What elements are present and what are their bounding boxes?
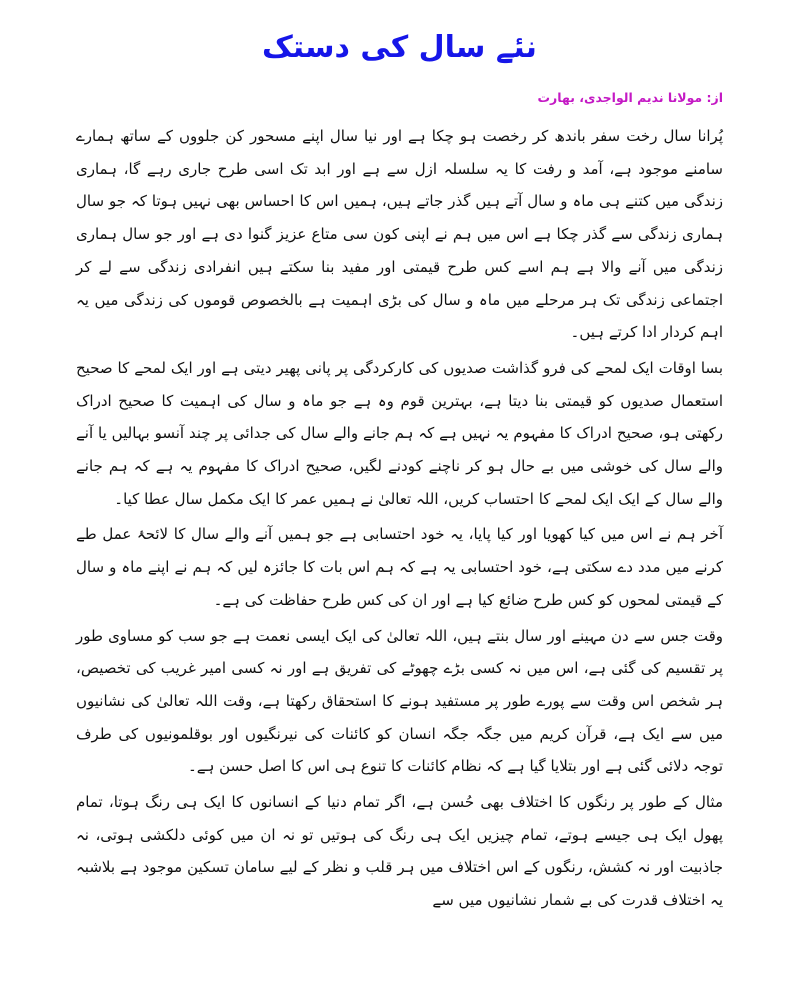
paragraph: آخر ہم نے اس میں کیا کھویا اور کیا پایا، یہ خود احتسابی ہے جو ہمیں آنے والے سال کا لائحۂ عمل طے کرنے میں مدد دے سکتی ہے، خود احتسابی یہ ہے کہ ہم اس بات کا جائزہ لیں کہ ہم نے اپنے ماہ و سال کے قیمتی لمحوں کو کس طرح ضائع کیا ہے اور ان کی کس طرح حفاظت کی ہے۔ xyxy=(76,525,723,609)
paragraph: وقت جس سے دن مہینے اور سال بنتے ہیں، اللہ تعالیٰ کی ایک ایسی نعمت ہے جو سب کو مساوی طور پر تقسیم کی گئی ہے، اس میں نہ کسی بڑے چھوٹے کی تفریق ہے اور نہ کسی امیر غریب کی تخصیص، ہر شخص اس وقت سے پورے طور پر مستفید ہونے کا استحقاق رکھتا ہے، وقت اللہ تعالیٰ کی نشانیوں میں سے ایک ہے، قرآن کریم میں جگہ جگہ انسان کو کائنات کی نیرنگیوں اور بوقلمونیوں کی طرف توجہ دلائی گئی ہے اور بتلایا گیا ہے کہ نظام کائنات کا تنوع ہی اس کا اصل حسن ہے۔ xyxy=(76,626,723,776)
paragraph: بسا اوقات ایک لمحے کی فرو گذاشت صدیوں کی کارکردگی پر پانی پھیر دیتی ہے اور ایک لمحے کا صحیح استعمال صدیوں کو قیمتی بنا دیتا ہے، بہترین قوم وہ ہے جو ماہ و سال کی اہمیت کا صحیح ادراک رکھتی ہو، صحیح ادراک کا مفہوم یہ نہیں ہے کہ ہم جانے والے سال کی جدائی پر چند آنسو بہالیں یا آنے والے سال کی خوشی میں بے حال ہو کر ناچنے کودنے لگیں، صحیح ادراک کا مفہوم یہ ہے کہ ہم جانے والے سال کے ایک ایک لمحے کا احتساب کریں، اللہ تعالیٰ نے ہمیں عمر کا ایک مکمل سال عطا کیا۔ xyxy=(76,358,723,508)
author-byline: از: مولانا ندیم الواجدی، بھارت xyxy=(537,90,723,105)
paragraph: مثال کے طور پر رنگوں کا اختلاف بھی حُسن ہے، اگر تمام دنیا کے انسانوں کا ایک ہی رنگ ہوتا، تمام پھول ایک ہی جیسے ہوتے، تمام چیزیں ایک ہی رنگ کی ہوتیں تو نہ ان میں کوئی دلکشی ہوتی، نہ جاذبیت اور نہ کشش، رنگوں کے اس اختلاف میں ہر قلب و نظر کے لیے سامان تسکین موجود ہے بلاشبہ یہ اختلاف قدرت کی بے شمار نشانیوں میں سے xyxy=(76,793,723,910)
paragraph: پُرانا سال رخت سفر باندھ کر رخصت ہو چکا ہے اور نیا سال اپنے مسحور کن جلووں کے ساتھ ہمارے سامنے موجود ہے، آمد و رفت کا یہ سلسلہ ازل سے ہے اور ابد تک اسی طرح جاری رہے گا، ہماری زندگی میں کتنے ہی ماہ و سال آتے ہیں گذر جاتے ہیں، ہمیں اس کا احساس بھی نہیں ہوتا کہ جو سال ہماری زندگی سے گذر چکا ہے اس میں ہم نے اپنی کون سی متاع عزیز گنوا دی ہے اور جو سال ہماری زندگی میں آنے والا ہے ہم اسے کس طرح قیمتی اور مفید بنا سکتے ہیں انفرادی زندگی سے لے کر اجتماعی زندگی تک ہر مرحلے میں ماہ و سال کی بڑی اہمیت ہے بالخصوص قوموں کی زندگی میں یہ اہم کردار ادا کرتے ہیں۔ xyxy=(76,127,723,342)
article-title: نئے سال کی دستک xyxy=(262,30,537,65)
article-body xyxy=(76,120,723,917)
